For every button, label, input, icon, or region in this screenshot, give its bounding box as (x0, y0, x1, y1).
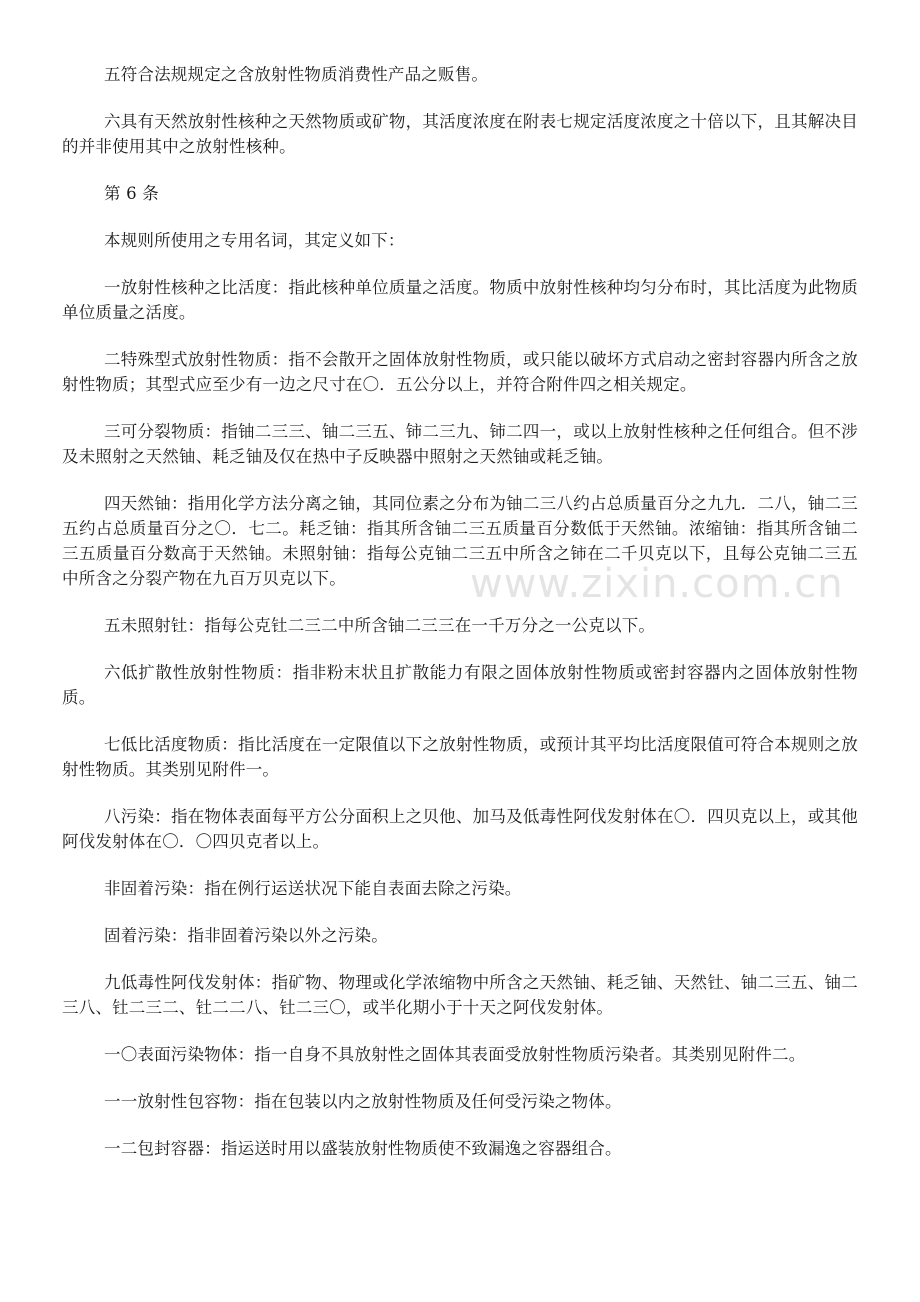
paragraph-1: 五符合法规规定之含放射性物质消费性产品之贩售。 (104, 65, 489, 84)
definition-11: 一一放射性包容物：指在包装以内之放射性物质及任何受污染之物体。 (104, 1092, 622, 1111)
definition-7: 七低比活度物质：指比活度在一定限值以下之放射性物质，或预计其平均比活度限值可符合本规则之放射性物质。其类别见附件一。 (62, 735, 858, 779)
definition-6: 六低扩散性放射性物质：指非粉末状且扩散能力有限之固体放射性物质或密封容器内之固体放射性物质。 (62, 663, 858, 707)
definition-3: 三可分裂物质：指铀二三三、铀二三五、铈二三九、铈二四一，或以上放射性核种之任何组合。但不涉及未照射之天然铀、耗乏铀及仅在热中子反映器中照射之天然铀或耗乏铀。 (62, 422, 858, 466)
definition-10: 一〇表面污染物体：指一自身不具放射性之固体其表面受放射性物质污染者。其类别见附件二。 (104, 1045, 806, 1064)
document-body (62, 62, 858, 1161)
watermark: www.zixin.com.cn (470, 561, 844, 607)
definition-9: 九低毒性阿伐发射体：指矿物、物理或化学浓缩物中所含之天然铀、耗乏铀、天然钍、铀二三五、铀二三八、钍二三二、钍二二八、钍二三〇，或半化期小于十天之阿伐发射体。 (62, 973, 858, 1017)
article-heading: 第 6 条 (104, 184, 159, 203)
paragraph-intro: 本规则所使用之专用名词，其定义如下： (104, 231, 405, 250)
definition-5: 五未照射钍：指每公克钍二三二中所含铀二三三在一千万分之一公克以下。 (104, 616, 656, 635)
definition-8-sub-1: 非固着污染：指在例行运送状况下能自表面去除之污染。 (104, 879, 522, 898)
definition-1: 一放射性核种之比活度：指此核种单位质量之活度。物质中放射性核种均匀分布时，其比活度为此物质单位质量之活度。 (62, 278, 858, 322)
definition-8: 八污染：指在物体表面每平方公分面积上之贝他、加马及低毒性阿伐发射体在〇．四贝克以上，或其他阿伐发射体在〇．〇四贝克者以上。 (62, 807, 858, 851)
definition-2: 二特殊型式放射性物质：指不会散开之固体放射性物质，或只能以破坏方式启动之密封容器内所含之放射性物质；其型式应至少有一边之尺寸在〇．五公分以上，并符合附件四之相关规定。 (62, 350, 858, 394)
definition-4: 四天然铀：指用化学方法分离之铀，其同位素之分布为铀二三八约占总质量百分之九九．二八，铀二三五约占总质量百分之〇．七二。耗乏铀：指其所含铀二三五质量百分数低于天然铀。浓缩铀：指其所含铀二三五质量百分数高于天然铀。未照射铀：指每公克铀二三五中所含之铈在二千贝克以下，且每公克铀二三五中所含之分裂产物在九百万贝克以下。 (62, 494, 858, 588)
paragraph-2: 六具有天然放射性核种之天然物质或矿物，其活度浓度在附表七规定活度浓度之十倍以下，且其解决目的并非使用其中之放射性核种。 (62, 112, 858, 156)
definition-12: 一二包封容器：指运送时用以盛装放射性物质使不致漏逸之容器组合。 (104, 1139, 622, 1158)
definition-8-sub-2: 固着污染：指非固着污染以外之污染。 (104, 926, 388, 945)
